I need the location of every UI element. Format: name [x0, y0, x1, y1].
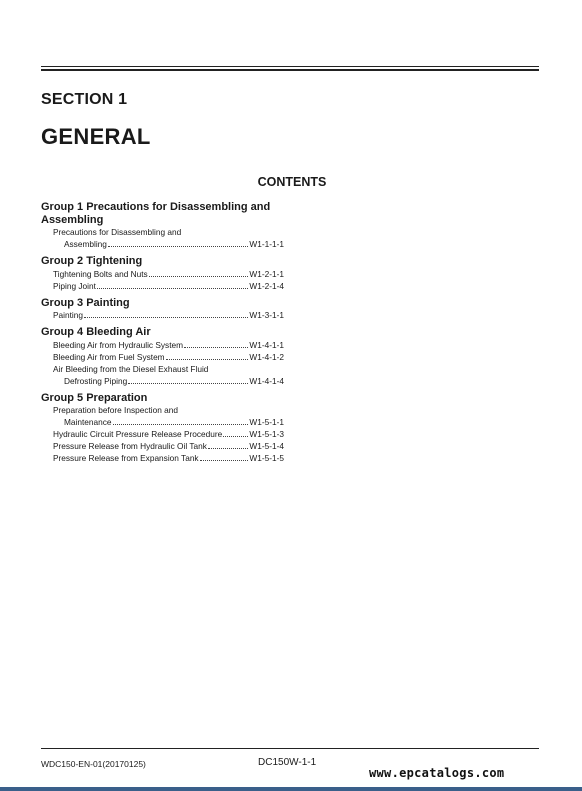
toc-entry-page: W1-3-1-1 [249, 310, 284, 320]
toc-group-5 [41, 392, 284, 465]
bottom-accent-bar [0, 787, 582, 791]
toc-entry-text: Defrosting Piping [64, 375, 128, 386]
toc-entry-text: Piping Joint [53, 280, 96, 291]
toc-entry-text-line1: Air Bleeding from the Diesel Exhaust Fluid [53, 363, 209, 374]
toc-entry-text: Hydraulic Circuit Pressure Release Procedure [53, 429, 223, 439]
toc-entry-text: Assembling [64, 239, 107, 249]
dot-leader [223, 436, 248, 437]
toc-entry[interactable] [41, 428, 284, 440]
toc-entry-text: Tightening Bolts and Nuts [53, 268, 148, 279]
document-code: WDC150-EN-01(20170125) [41, 759, 146, 769]
toc-entry[interactable] [41, 351, 284, 363]
dot-leader [108, 246, 249, 247]
toc-entry[interactable] [41, 375, 284, 387]
toc-entry-page: W1-4-1-4 [249, 375, 284, 386]
dot-leader [97, 288, 249, 289]
toc-entry-text: Pressure Release from Hydraulic Oil Tank [53, 441, 207, 451]
toc-entry[interactable] [41, 440, 284, 452]
header-rule-thick [41, 69, 539, 71]
footer-rule [41, 748, 539, 749]
page-title: GENERAL [41, 124, 151, 149]
toc-entry-text: Bleeding Air from Hydraulic System [53, 339, 184, 350]
toc-group-title: Group 2 Tightening [41, 255, 143, 267]
toc-entry-page: W1-4-1-2 [249, 351, 284, 362]
toc-entry[interactable] [41, 268, 284, 280]
toc-entry-page: W1-5-1-5 [249, 453, 284, 463]
toc-entry[interactable] [41, 238, 284, 250]
header-rule-thin [41, 66, 539, 67]
dot-leader [149, 276, 249, 277]
dot-leader [184, 347, 248, 348]
toc-entry-text: Painting [53, 310, 83, 320]
toc-entry-text-line1: Preparation before Inspection and [53, 405, 179, 415]
toc-entry-text: Maintenance [64, 417, 112, 427]
toc-entry-text: Pressure Release from Expansion Tank [53, 453, 199, 463]
contents-heading [0, 175, 582, 189]
dot-leader [200, 460, 249, 461]
watermark-text: www.epcatalogs.com [369, 766, 505, 780]
toc-group-2 [41, 255, 284, 292]
toc-group-title: Group 5 Preparation [41, 391, 148, 404]
toc-entry-page: W1-4-1-1 [249, 339, 284, 350]
toc-group-3 [41, 297, 284, 322]
toc-group-title: Group 3 Painting [41, 296, 130, 309]
toc-entry-page: W1-5-1-4 [249, 441, 284, 451]
dot-leader [128, 383, 248, 384]
toc-entry-page: W1-1-1-1 [249, 239, 284, 249]
toc-entry-page: W1-5-1-1 [249, 417, 284, 427]
toc-entry-page: W1-2-1-1 [249, 268, 284, 279]
toc-group-1 [41, 201, 284, 250]
toc-entry-page: W1-2-1-4 [249, 280, 284, 291]
dot-leader [84, 317, 248, 318]
toc-group-4 [41, 326, 284, 387]
dot-leader [208, 448, 249, 449]
toc-group-title: Group 1 Precautions for Disassembling and [41, 201, 271, 213]
toc-entry[interactable] [41, 416, 284, 428]
toc-group-title: Group 4 Bleeding Air [41, 326, 151, 338]
section-label: SECTION 1 [41, 91, 128, 108]
toc-entry-text-line1: Precautions for Disassembling and [53, 227, 182, 237]
toc-entry-page: W1-5-1-3 [249, 429, 284, 439]
table-of-contents [41, 201, 284, 464]
toc-entry-text: Bleeding Air from Fuel System [53, 351, 165, 362]
page-number: DC150W-1-1 [258, 757, 317, 768]
dot-leader [113, 424, 249, 425]
toc-entry[interactable] [41, 309, 284, 321]
contents-heading-text: CONTENTS [257, 175, 327, 189]
toc-entry[interactable] [41, 280, 284, 292]
dot-leader [166, 359, 249, 360]
toc-entry[interactable] [41, 339, 284, 351]
toc-entry[interactable] [41, 452, 284, 464]
toc-group-title-cont: Assembling [41, 213, 104, 226]
